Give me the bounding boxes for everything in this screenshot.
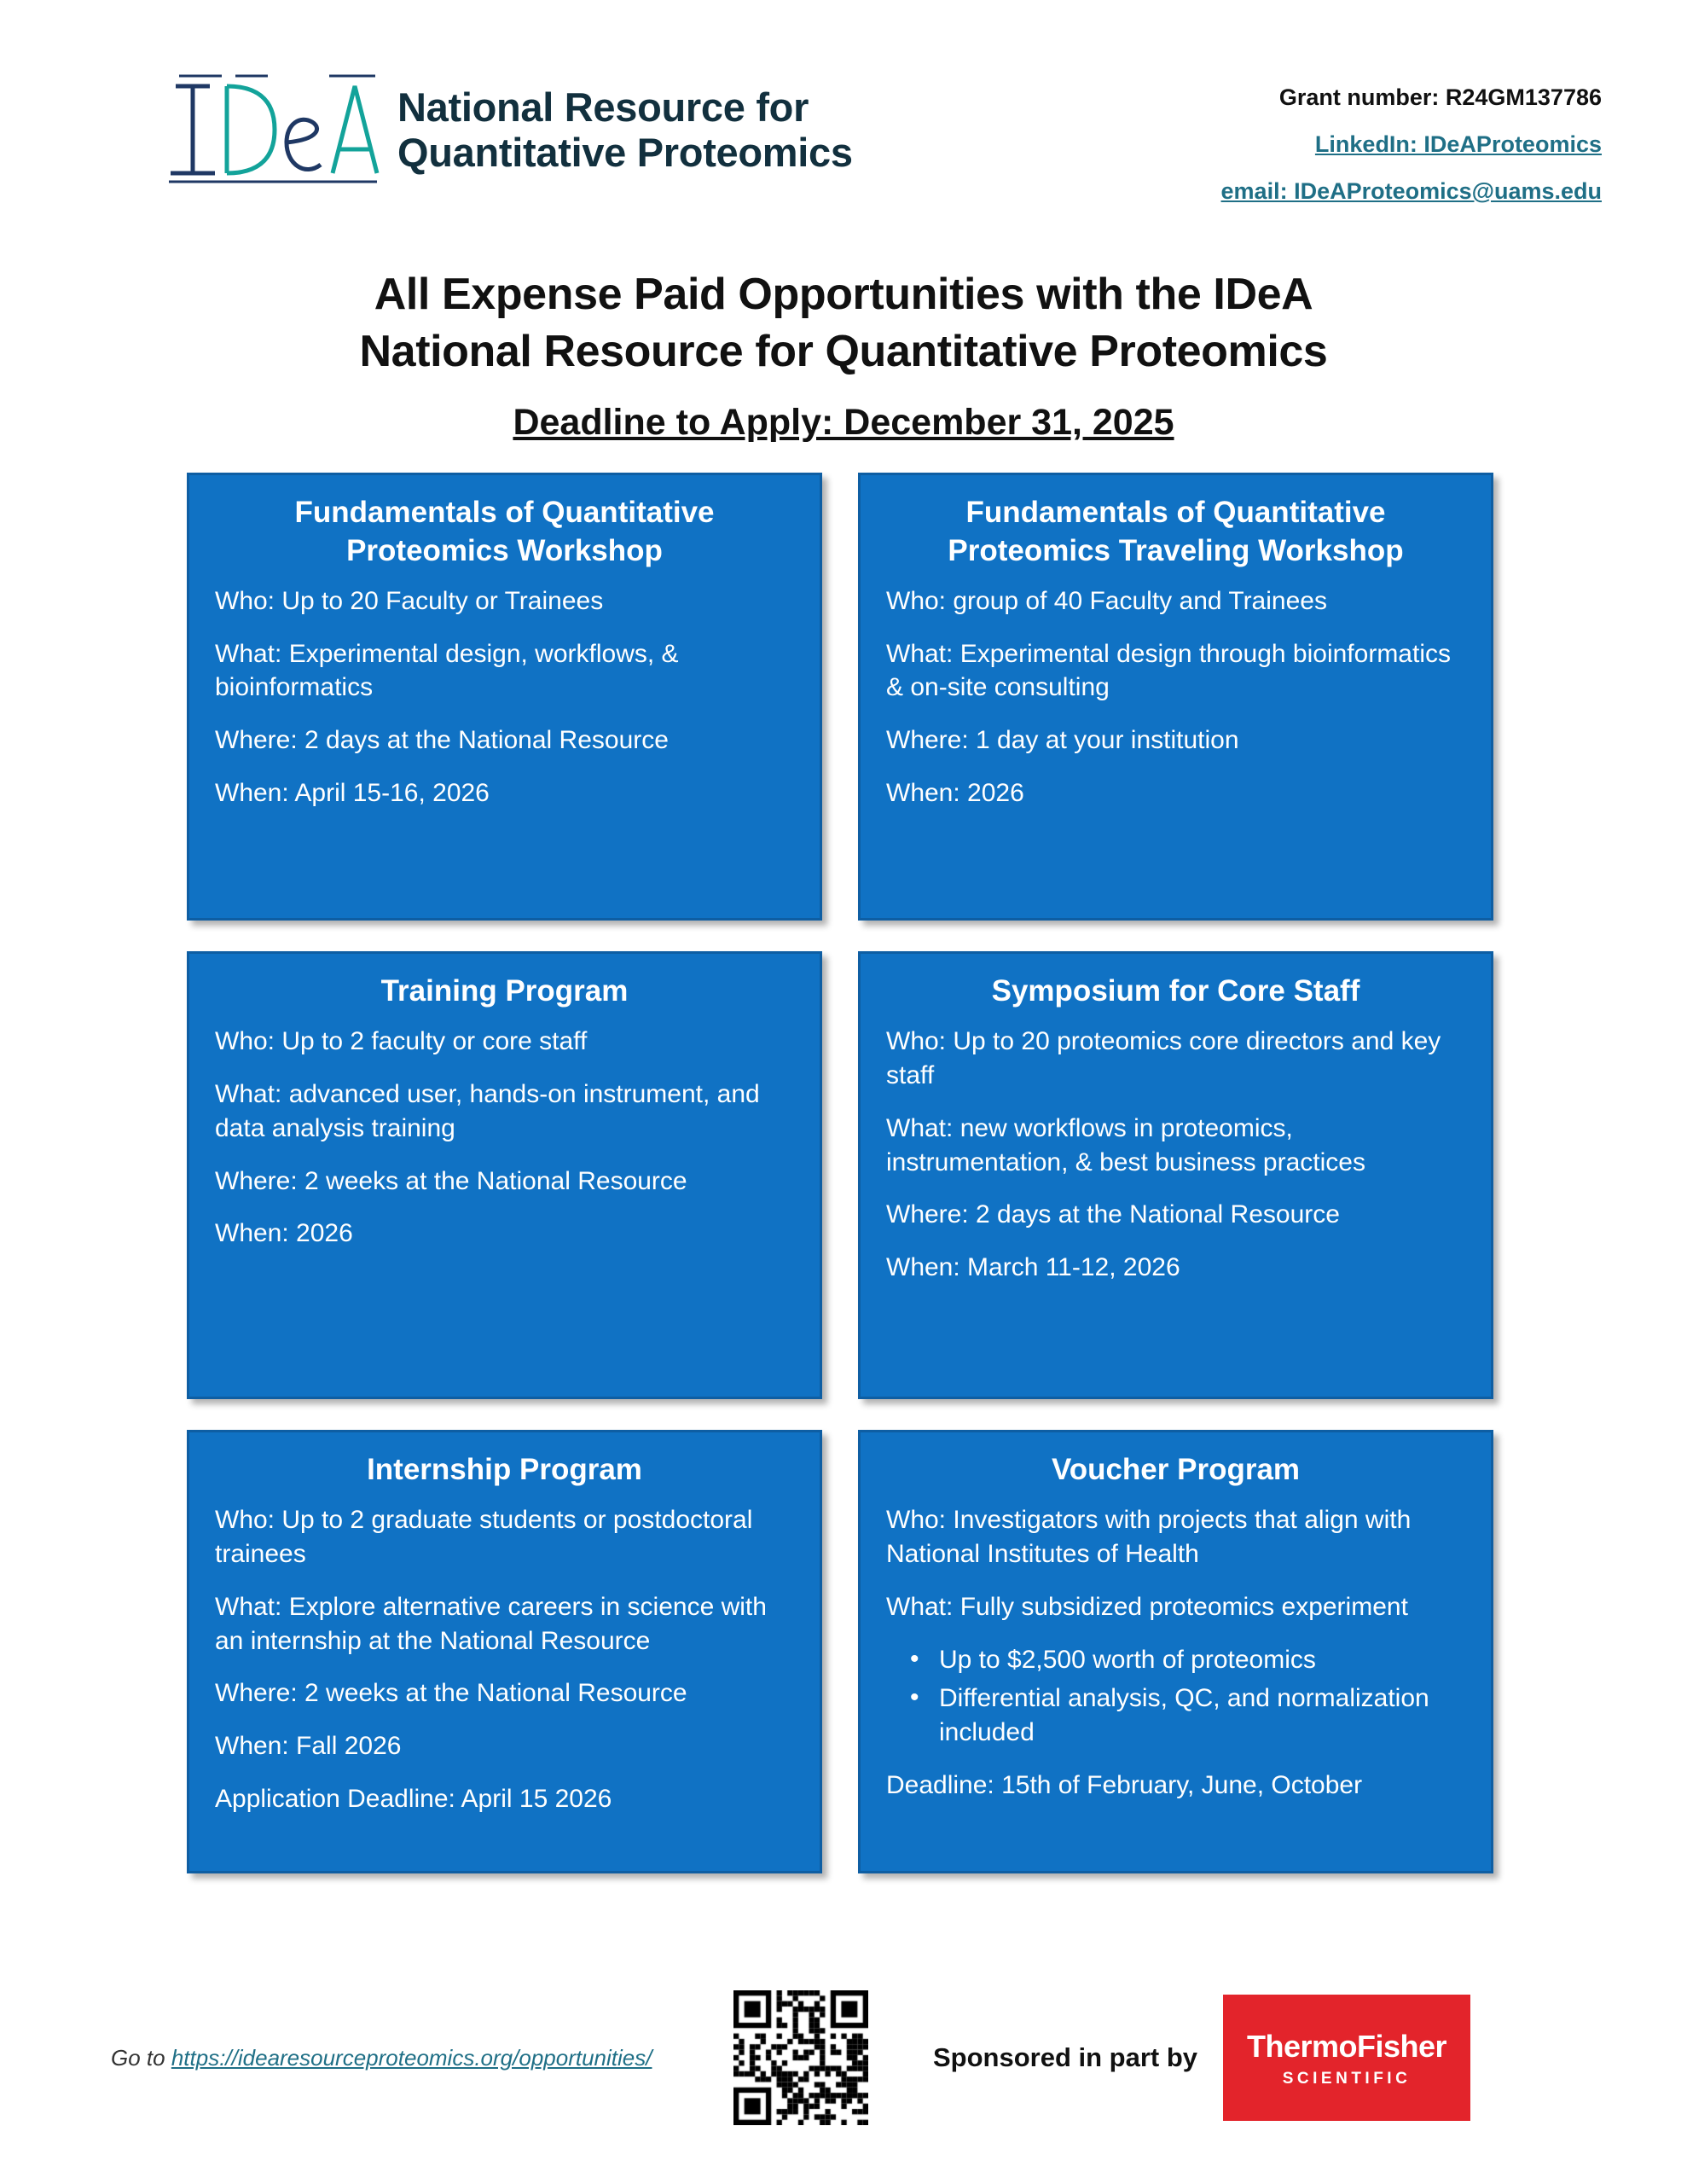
card-bullet-item: • Up to $2,500 worth of proteomics [939,1643,1465,1677]
program-card-training [187,951,822,1399]
sponsored-label: Sponsored in part by [933,2042,1198,2072]
card-line-who: Who: group of 40 Faculty and Trainees [886,586,1327,615]
page-header [0,0,1687,225]
card-line-what: What: new workflows in proteomics, instrumentation, & best business practices [886,1113,1365,1176]
card-line-where: Where: 2 days at the National Resource [215,726,669,755]
card-line-application-deadline: Application Deadline: April 15 2026 [215,1785,612,1814]
logo-text-line-1: National Resource for [397,84,809,130]
idea-logo-mark [162,64,382,196]
email-link[interactable]: email: IDeAProteomics@uams.edu [1220,178,1602,204]
opportunities-url[interactable]: https://idearesourceproteomics.org/opportunities/ [171,2044,652,2071]
card-line-what: What: Explore alternative careers in science with an internship at the National Resource [215,1592,767,1655]
page-title [0,266,1687,380]
apply-deadline: Deadline to Apply: December 31, 2025 [513,402,1174,444]
program-card-voucher [858,1430,1493,1873]
card-title: Internship Program [367,1453,642,1487]
goto-label: Go to [111,2044,171,2071]
contact-block [1221,64,1602,225]
linkedin-link[interactable]: LinkedIn: IDeAProteomics [1314,131,1602,157]
program-card-internship [187,1430,822,1873]
opportunities-link-wrap [102,2045,733,2071]
card-line-when: When: March 11-12, 2026 [886,1253,1180,1282]
card-line-who: Who: Investigators with projects that align with National Institutes of Health [886,1505,1412,1568]
program-card-symposium [858,951,1493,1399]
program-card-grid [187,473,1500,1873]
card-line-what: What: Fully subsidized proteomics experiment [886,1592,1408,1621]
idea-logo-text [397,85,853,175]
card-line-what: What: Experimental design through bioinformatics & on-site consulting [886,639,1451,702]
card-line-when: When: 2026 [215,1219,353,1248]
card-line-when: When: April 15-16, 2026 [215,779,490,808]
card-line-when: When: 2026 [886,779,1024,808]
card-line-who: Who: Up to 20 proteomics core directors and key staff [886,1026,1441,1089]
card-line-who: Who: Up to 20 Faculty or Trainees [215,586,604,615]
card-line-who: Who: Up to 2 graduate students or postdoctoral trainees [215,1505,753,1568]
card-title: Symposium for Core Staff [991,974,1360,1008]
card-line-what: What: Experimental design, workflows, & bioinformatics [215,639,679,702]
page-title-line-2: National Resource for Quantitative Proteomics [359,326,1328,376]
card-line-where: Where: 2 weeks at the National Resource [215,1166,687,1195]
title-block [0,266,1687,444]
program-card-traveling-workshop [858,473,1493,921]
card-line-deadline: Deadline: 15th of February, June, October [886,1771,1363,1800]
card-line-what: What: advanced user, hands-on instrument, and data analysis training [215,1079,760,1142]
card-line-where: Where: 2 weeks at the National Resource [215,1679,687,1708]
qr-code[interactable] [733,1990,868,2125]
page-title-line-1: All Expense Paid Opportunities with the IDeA [374,270,1313,319]
card-line-when: When: Fall 2026 [215,1732,402,1761]
idea-logo [162,64,853,196]
card-line-where: Where: 1 day at your institution [886,726,1239,755]
thermo-fisher-logo [1223,1995,1470,2121]
thermo-fisher-name: ThermoFisher [1247,2028,1447,2064]
card-title: Fundamentals of Quantitative Proteomics Workshop [294,496,715,567]
card-title: Voucher Program [1051,1453,1301,1487]
grant-number: Grant number: R24GM137786 [1278,84,1602,110]
card-line-where: Where: 2 days at the National Resource [886,1200,1340,1229]
card-line-who: Who: Up to 2 faculty or core staff [215,1026,588,1055]
thermo-fisher-tagline: SCIENTIFIC [1282,2069,1412,2088]
card-bullet-list [886,1643,1465,1751]
card-title: Training Program [380,974,629,1008]
card-bullet-item: • Differential analysis, QC, and normalization included [939,1682,1465,1750]
page-footer [0,1972,1687,2143]
logo-text-line-2: Quantitative Proteomics [397,129,853,175]
card-title: Fundamentals of Quantitative Proteomics Traveling Workshop [948,496,1404,567]
program-card-workshop [187,473,822,921]
